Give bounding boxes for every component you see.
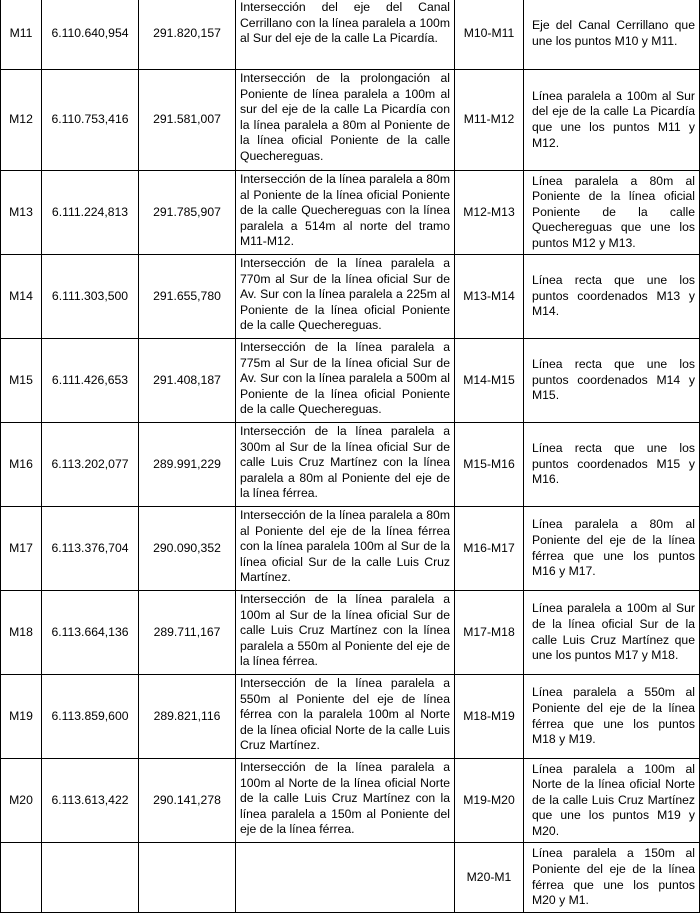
east-coordinate-cell: 289.821,116 — [139, 675, 236, 759]
segment-description-cell: Línea paralela a 80m al Poniente de la línea oficial Poniente de la calle Quechereguas que une los puntos M12 y M13. — [524, 171, 700, 255]
vertex-description-cell: Intersección de la línea paralela a 80m al Poniente de la línea oficial Poniente de la calle Quechereguas con la línea paralela a 514m al norte del tramo M11-M12. — [236, 171, 455, 255]
segment-cell: M20-M1 — [455, 843, 524, 913]
segment-cell: M13-M14 — [455, 255, 524, 339]
table-row — [1, 591, 700, 675]
segment-description-cell: Línea paralela a 80m al Poniente del eje de la línea férrea que une los puntos M16 y M17. — [524, 507, 700, 591]
segment-description-cell: Línea recta que une los puntos coordenados M14 y M15. — [524, 339, 700, 423]
vertex-description-cell — [236, 843, 455, 913]
table-row — [1, 339, 700, 423]
north-coordinate-cell: 6.111.303,500 — [42, 255, 139, 339]
north-coordinate-cell: 6.110.753,416 — [42, 70, 139, 171]
vertex-description-cell: Intersección de la línea paralela a 80m al Poniente del eje de la línea férrea con la línea paralela 100m al Sur de la línea oficial Sur de la calle Luis Cruz Martínez. — [236, 507, 455, 591]
north-coordinate-cell: 6.113.613,422 — [42, 759, 139, 843]
vertex-cell: M13 — [1, 171, 42, 255]
vertex-cell: M14 — [1, 255, 42, 339]
north-coordinate-cell — [42, 843, 139, 913]
vertex-cell: M17 — [1, 507, 42, 591]
segment-description-cell: Línea recta que une los puntos coordenados M13 y M14. — [524, 255, 700, 339]
segment-cell: M19-M20 — [455, 759, 524, 843]
segment-description-cell: Línea paralela a 100m al Norte de la línea oficial Norte de la calle Luis Cruz Martínez que une los puntos M19 y M20. — [524, 759, 700, 843]
east-coordinate-cell — [139, 843, 236, 913]
segment-description-cell: Línea paralela a 150m al Poniente del eje de la línea férrea que une los puntos M20 y M1. — [524, 843, 700, 913]
table-row — [1, 759, 700, 843]
segment-cell: M11-M12 — [455, 70, 524, 171]
segment-cell: M10-M11 — [455, 0, 524, 70]
table-row — [1, 0, 700, 70]
vertex-cell: M19 — [1, 675, 42, 759]
table-row — [1, 843, 700, 913]
east-coordinate-cell: 290.090,352 — [139, 507, 236, 591]
vertex-description-cell: Intersección de la prolongación al Poniente de línea paralela a 100m al sur del eje de la calle La Picardía con la línea paralela a 80m al Poniente de la línea oficial Poniente de la calle Quechereguas. — [236, 70, 455, 171]
table-row — [1, 70, 700, 171]
segment-description-cell: Línea paralela a 100m al Sur de la línea oficial Sur de la calle Luis Cruz Martínez que une los puntos M17 y M18. — [524, 591, 700, 675]
segment-description-cell: Línea recta que une los puntos coordenados M15 y M16. — [524, 423, 700, 507]
vertex-cell: M16 — [1, 423, 42, 507]
vertex-cell — [1, 843, 42, 913]
table-row — [1, 423, 700, 507]
east-coordinate-cell: 289.711,167 — [139, 591, 236, 675]
east-coordinate-cell: 291.820,157 — [139, 0, 236, 70]
table-row — [1, 507, 700, 591]
segment-cell: M16-M17 — [455, 507, 524, 591]
vertex-cell: M18 — [1, 591, 42, 675]
vertex-description-cell: Intersección de la línea paralela a 770m al Sur de la línea oficial Sur de Av. Sur con la línea paralela a 225m al Poniente de la línea oficial Poniente de la calle Quechereguas. — [236, 255, 455, 339]
segment-description-cell: Eje del Canal Cerrillano que une los puntos M10 y M11. — [524, 0, 700, 70]
vertex-description-cell: Intersección de la línea paralela a 100m al Sur de la línea oficial Sur de calle Luis Cruz Martínez con la línea paralela a 550m al Poniente del eje de la línea férrea. — [236, 591, 455, 675]
segment-cell: M14-M15 — [455, 339, 524, 423]
north-coordinate-cell: 6.113.859,600 — [42, 675, 139, 759]
vertex-description-cell: Intersección de la línea paralela a 100m al Norte de la línea oficial Norte de la calle Luis Cruz Martínez con la línea paralela a 150m al Poniente del eje de la línea férrea. — [236, 759, 455, 843]
segment-cell: M17-M18 — [455, 591, 524, 675]
vertex-cell: M20 — [1, 759, 42, 843]
table-row — [1, 675, 700, 759]
table-row — [1, 255, 700, 339]
north-coordinate-cell: 6.113.664,136 — [42, 591, 139, 675]
north-coordinate-cell: 6.111.224,813 — [42, 171, 139, 255]
east-coordinate-cell: 289.991,229 — [139, 423, 236, 507]
east-coordinate-cell: 291.785,907 — [139, 171, 236, 255]
vertex-cell: M12 — [1, 70, 42, 171]
north-coordinate-cell: 6.113.376,704 — [42, 507, 139, 591]
vertex-description-cell: Intersección de la línea paralela a 550m al Poniente del eje de línea férrea con la paralela 100m al Norte de la línea oficial Norte de la calle Luis Cruz Martínez. — [236, 675, 455, 759]
east-coordinate-cell: 291.408,187 — [139, 339, 236, 423]
segment-cell: M18-M19 — [455, 675, 524, 759]
east-coordinate-cell: 291.581,007 — [139, 70, 236, 171]
vertex-description-cell: Intersección del eje del Canal Cerrillano con la línea paralela a 100m al Sur del eje de la calle La Picardía. — [236, 0, 455, 70]
segment-description-cell: Línea paralela a 100m al Sur del eje de la calle La Picardía que une los puntos M11 y M12. — [524, 70, 700, 171]
vertex-description-cell: Intersección de la línea paralela a 775m al Sur de la línea oficial Sur de Av. Sur con la línea paralela a 500m al Poniente de la línea oficial Poniente de la calle Quechereguas. — [236, 339, 455, 423]
segment-cell: M15-M16 — [455, 423, 524, 507]
segment-description-cell: Línea paralela a 550m al Poniente del eje de la línea férrea que une los puntos M18 y M19. — [524, 675, 700, 759]
north-coordinate-cell: 6.110.640,954 — [42, 0, 139, 70]
north-coordinate-cell: 6.111.426,653 — [42, 339, 139, 423]
vertex-cell: M15 — [1, 339, 42, 423]
table-row — [1, 171, 700, 255]
vertex-description-cell: Intersección de la línea paralela a 300m al Sur de la línea oficial Sur de calle Luis Cruz Martínez con la línea paralela a 80m al Poniente del eje de la línea férrea. — [236, 423, 455, 507]
east-coordinate-cell: 291.655,780 — [139, 255, 236, 339]
north-coordinate-cell: 6.113.202,077 — [42, 423, 139, 507]
vertex-cell: M11 — [1, 0, 42, 70]
east-coordinate-cell: 290.141,278 — [139, 759, 236, 843]
segment-cell: M12-M13 — [455, 171, 524, 255]
